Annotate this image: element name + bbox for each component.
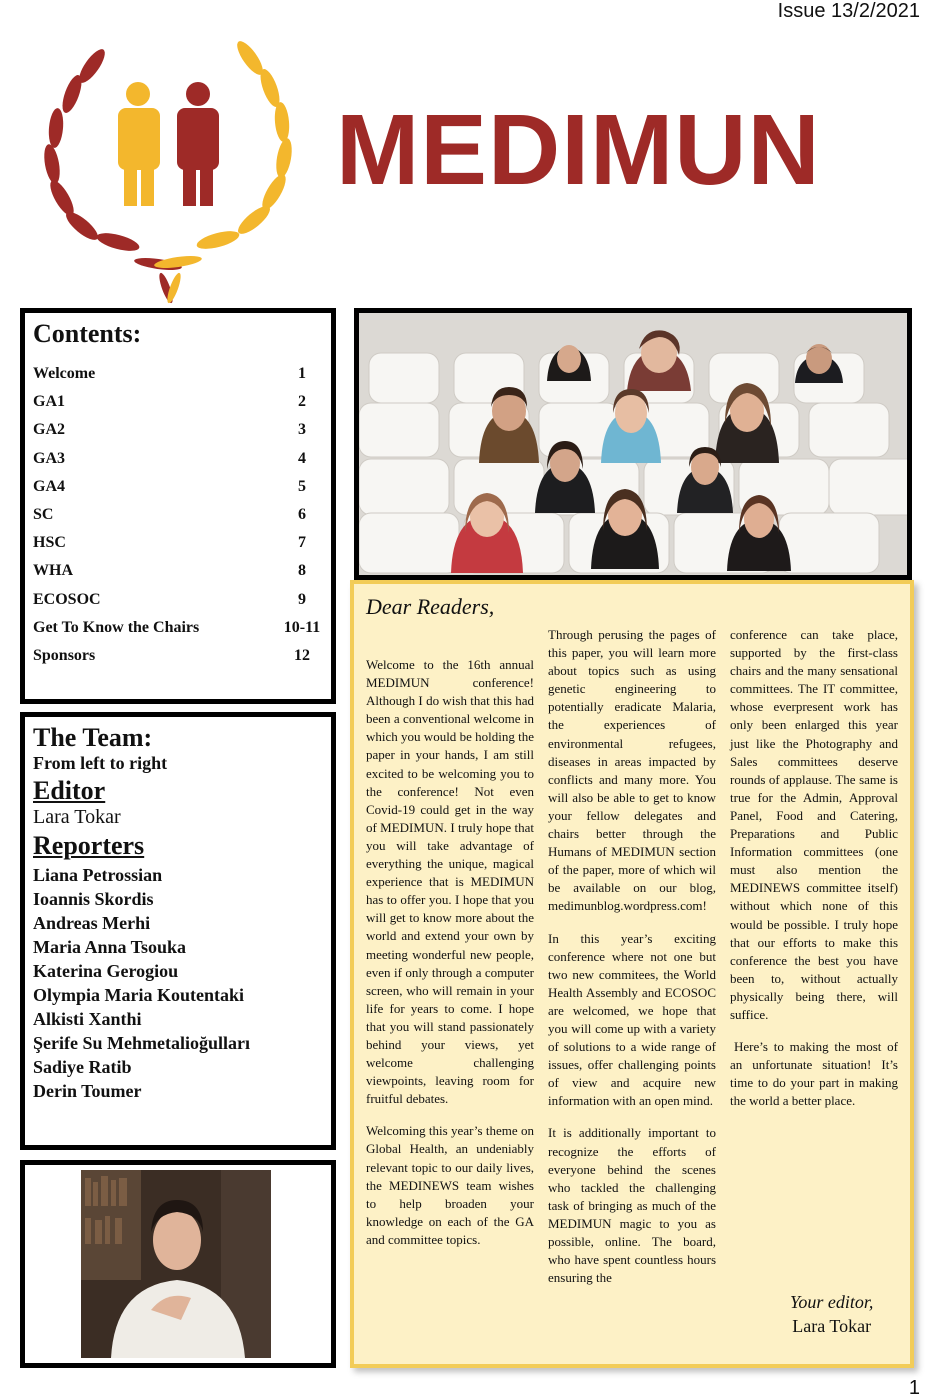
contents-item-page: 1: [298, 365, 306, 382]
letter-column-2: [548, 626, 716, 1301]
letter-greeting: Dear Readers,: [366, 594, 495, 619]
reporter-name: Andreas Merhi: [33, 913, 151, 933]
editor-name: Lara Tokar: [33, 806, 121, 828]
contents-item: [33, 450, 331, 478]
reporter-name: Liana Petrossian: [33, 865, 163, 885]
contents-item: [33, 365, 331, 393]
signature-name: Lara Tokar: [792, 1316, 872, 1336]
contents-item: [33, 647, 331, 675]
contents-item: [33, 478, 331, 506]
team-box: [20, 712, 336, 1150]
paragraph: In this year’s exciting conference where not one but two new commitees, the World Health Assembly and ECOSOC are welcomed, we hope that you will come up with a variety of solutions to a wide range of issues, offer challenging points of view and acquire new information with an open mind.: [548, 930, 716, 1109]
contents-item: [33, 619, 331, 647]
reporter-name: Şerife Su Mehmetalioğulları: [33, 1033, 250, 1053]
paragraph: conference can take place, supported by the first-class chairs and the many sensational committees. The IT committee, whose everpresent work has only been enlarged this year just like the Photography and Sales committees deserve rounds of applause. The same is true for the Admin, Approval Panel, Food and Catering, Preparations and Public Information committees (one must also mention the MEDINEWS committee itself) without which none of this would be possible. I truly hope that our efforts to make this conference the best you have been to, without actually physically being there, will suffice.: [730, 627, 898, 1022]
contents-list: [33, 365, 331, 675]
team-title: The Team:: [33, 723, 153, 752]
contents-item-title: GA2: [33, 421, 65, 439]
contents-item-title: GA1: [33, 393, 65, 411]
paragraph: It is additionally important to recognize the efforts of everyone behind the scenes who tackled the challenging task of bringing as much of the MEDIMUN magic to you as possible, online. The board, who have spent countless hours ensuring the: [548, 1125, 716, 1286]
letter-column-3: [730, 626, 898, 1124]
contents-item: [33, 506, 331, 534]
contents-item: [33, 393, 331, 421]
contents-item-page: 3: [298, 421, 306, 439]
reporter-name: Ioannis Skordis: [33, 889, 154, 909]
issue-date: Issue 13/2/2021: [777, 0, 920, 22]
editor-letter: [350, 580, 914, 1368]
contents-item-page: 8: [298, 562, 306, 580]
contents-title: Contents:: [33, 319, 142, 348]
contents-item-page: 6: [298, 505, 306, 523]
reporter-name: Katerina Gerogiou: [33, 961, 179, 981]
reporters-label: Reporters: [33, 831, 145, 860]
editor-photo: [81, 1170, 271, 1358]
group-photo: [359, 313, 907, 575]
reporter-name: Derin Toumer: [33, 1081, 142, 1101]
contents-item-page: 10-11: [283, 618, 321, 636]
letter-column-1: [366, 656, 534, 1263]
editor-photo-frame: [20, 1160, 336, 1368]
contents-item-title: Welcome: [33, 365, 96, 382]
contents-item-page: 7: [298, 534, 306, 552]
contents-item-page: 2: [298, 393, 306, 411]
contents-item-page: 5: [298, 477, 306, 495]
reporter-name: Olympia Maria Koutentaki: [33, 985, 244, 1005]
page-number: 1: [908, 1377, 920, 1399]
contents-item-title: Sponsors: [33, 646, 96, 664]
contents-item-title: GA4: [33, 477, 65, 495]
group-photo-frame: [354, 308, 912, 580]
contents-item: [33, 534, 331, 562]
medimun-logo: [38, 36, 298, 304]
contents-item-title: HSC: [33, 534, 66, 552]
contents-item: [33, 591, 331, 619]
contents-item-title: SC: [33, 505, 54, 523]
editor-label: Editor: [33, 776, 106, 805]
contents-item: [33, 421, 331, 449]
team-subtitle: From left to right: [33, 753, 168, 773]
contents-item-page: 9: [298, 590, 306, 608]
reporters-list: [33, 863, 331, 1103]
contents-box: [20, 308, 336, 704]
paragraph: Through perusing the pages of this paper, you will learn more about topics such as using genetic engineering to potentially eradicate Malaria, the experiences of environmental refugees, diseases in areas impacted by conflicts and many more. You will also be able to get to know your fellow delegates and chairs better through the Humans of MEDIMUN section of the paper, more of which wil be available on our blog, medimunblog.wordpress.com!: [548, 627, 716, 914]
contents-item-page: 12: [294, 646, 310, 664]
contents-item-page: 4: [298, 449, 306, 467]
contents-item-title: Get To Know the Chairs: [33, 618, 200, 636]
paragraph: Welcome to the 16th annual MEDIMUN conference! Although I do wish that this had been a conventional welcome in which you would be holding the paper in your hands, I am still excited to be welcoming you to the conference! Not even Covid-19 could get in the way of MEDIMUN. I truly hope that you will take advantage of everything the unique, magical experience that is MEDIMUN has to offer you. I hope that you will get to know more about the world and extend your own by meeting wonderful new people, even if only through a computer screen, who will remain in your life for years to come. I hope that you will stand passionately behind your views, yet welcome challenging viewpoints, leaving room for fruitful debates.: [366, 657, 534, 1107]
signoff: Your editor,: [790, 1292, 874, 1312]
reporter-name: Sadiye Ratib: [33, 1057, 132, 1077]
brand-title: MEDIMUN: [336, 94, 821, 206]
reporter-name: Maria Anna Tsouka: [33, 937, 187, 957]
letter-signature: [790, 1290, 873, 1338]
contents-item-title: ECOSOC: [33, 590, 101, 608]
contents-item: [33, 562, 331, 590]
contents-item-title: WHA: [33, 562, 73, 580]
paragraph: Here’s to making the most of an unfortunate situation! It’s time to do your part in making the world a better place.: [730, 1039, 898, 1109]
contents-item-title: GA3: [33, 449, 65, 467]
reporter-name: Alkisti Xanthi: [33, 1009, 142, 1029]
paragraph: Welcoming this year’s theme on Global Health, an undeniably relevant topic to our daily lives, the MEDINEWS team wishes to help broaden your knowledge on each of the GA and committee topics.: [366, 1123, 534, 1247]
